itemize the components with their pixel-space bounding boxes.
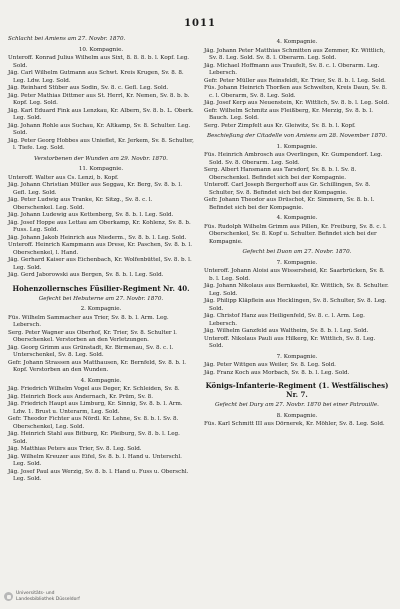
event-caption: Gefecht bei Duon am 27. Novbr. 1870. [242,249,352,255]
casualty-entry: Jäg. Johann Peter Matthias Schmitten aus Zemmer, Kr. Wittlich, Sv. 8. Leg. Sold. Sv. 8. l. Oberarm. Leg. Sold. [204,47,385,61]
event-caption: Gefecht bei Dury am 27. Novbr. 1870 bei einer Patrouille. [215,402,379,408]
right-column [204,36,390,429]
casualty-entry: Jäg. Friedrich Haupt aus Limburg, Kr. Sinnig, Sv. 8. b. l. Arm. Ldw. 1. Brust u. Unterarm, Leg. Sold. [8,401,183,415]
casualty-entry: Jäg. Wilhelm Kreuzer aus Eifel, Sv. 8. b. l. Hand u. Unterschl. Leg. Sold. [8,453,182,467]
casualty-entry: Füs. Karl Schmitt III aus Dörnerek, Kr. Möhler, Sv. 8. Leg. Sold. [204,421,385,427]
casualty-entry: Unteroff. Carl Joseph Bergerhoff aus Gr. Schillingen, Sv. 8. Schulter, Sv. 8. Befindet sich bei der Kompagnie. [204,182,371,196]
casualty-entry: Jäg. Wilhelm Ganzfeld aus Waltheim, Sv. 8. b. l. Leg. Sold. [204,328,369,334]
section-heading: 10. Kompagnie. [78,46,124,53]
casualty-entry: Jäg. Josef Hoppe aus Lettau am Oberkamp, Kr. Kohlenz, Sv. 8. b. Fuss. Leg. Sold. [8,219,191,233]
casualty-entry: Unteroff. Johann Aloisi aus Wissersheid, Kr. Saarbrücken, Sv. 8. b. l. Leg. Sold. [204,268,385,282]
casualty-entry: Serg. Peter Wagner aus Oberhof, Kr. Trier, Sv. 8. Schulter l. Oberschenkel. Verstorben an den Verletzungen. [8,329,177,343]
event-caption: Schlacht bei Amiens am 27. Novbr. 1870. [8,36,126,42]
casualty-entry: Jäg. Christof Hanz aus Heiligenfeld, Sv. 8. c. l. Arm. Leg. Lebersch. [204,313,365,327]
page-number: 1011 [184,18,216,29]
library-logo-text [16,591,80,602]
casualty-entry: Gefr. Johann Theodor aus Drüschot, Kr. Simmern, Sv. 8. b. l. Befindet sich bei der Kompagnie. [204,197,375,211]
casualty-entry: Jäg. Friedrich Wilhelm Vogel aus Deger, Kr. Schleiden, Sv. 8. [8,386,180,392]
casualty-entry: Serg. Albert Hansmann aus Tarsdorf, Sv. 8. b. l. Sv. 8. Oberschenkel. Befindet sich bei der Kompagnie. [204,167,357,181]
section-heading: 7. Kompagnie. [276,259,318,266]
casualty-entry: Jäg. Johann Ludewig aus Kettenberg, Sv. 8. b. l. Leg. Sold. [8,212,174,218]
casualty-entry: Jäg. Heinrich Stahl aus Bitburg, Kr. Pleiburg, Sv. 8. b. l. Leg. Sold. [8,431,180,445]
casualty-entry: Unteroff. Konrad Julius Wilhelm aus Sixt, 8. 8. 8. b. l. Kopf. Leg. Sold. [8,55,190,69]
casualty-entry: Jäg. Heinrich Bock aus Andernach, Kr. Prüm, Sv. 8. [8,393,153,400]
casualty-entry: Jäg. Gerhard Kaiser aus Eichenbach, Kr. Wolfenbüttel, Sv. 8. b. l. Leg. Sold. [8,257,192,271]
casualty-entry: Füs. Rudolph Wilhelm Grimm aus Pillen, Kr. Freiburg, Sv. 8. c. l. Oberschenkel, Sv. 8. Kopf u. Schulter. Befindet sich bei der Kompagnie. [204,223,387,245]
casualty-entry: Jäg. Michael Hoffmann aus Traufelt, Sv. 8. c. l. Oberarm. Leg. Lebersch. [204,62,380,76]
casualty-entry: Jäg. Karl Eduard Fink aus Lenzkau, Kr. Albern, Sv. 8. b. L. Oberk. Leg. Sold. [8,107,194,121]
regiment-heading: Königs-Infanterie-Regiment (1. Westfälisches) Nr. 7. [205,381,389,399]
casualty-entry: Füs. Wilhelm Sammacher aus Trier, Sv. 8. b. l. Arm. Leg. Lebersch. [8,314,169,328]
library-logo-icon [4,592,13,601]
casualty-entry: Gefr. Theodor Fichter aus Nördl. Kr. Lehne, Sv. 8. b. l. Sv. 8. Oberschenkel, Leg. Sold. [8,416,179,430]
casualty-entry: Jäg. Franz Koch aus Morbach, Sv. 8. b. l. Leg. Sold. [204,369,350,376]
casualty-entry: Jäg. Georg Grimm aus Grünstadt, Kr. Birmenau, Sv. 8. c. l. Unterschenkel, Sv. 8. Leg. Sold. [8,344,174,358]
section-heading: 7. Kompagnie. [276,353,318,360]
event-caption: Gefecht bei Hebuterne am 27. Novbr. 1870. [38,295,164,302]
section-heading: 4. Kompagnie. [276,215,318,221]
section-heading: 8. Kompagnie. [276,412,318,419]
casualty-entry: Füs. Heinrich Ambrosch aus Overlingen, Kr. Gumpendorf. Leg. Sold. Sv. 8. Oberarm. Leg. Sold. [204,152,383,166]
regiment-heading: Hohenzollernsches Füsilier-Regiment Nr. 40. [12,283,190,293]
section-heading: 1. Kompagnie. [276,143,318,150]
casualty-entry: Unteroff. Nikolaus Pauli aus Hilkerg, Kr. Wittlich, Sv. 8. Leg. Sold. [204,335,376,349]
casualty-entry: Jäg. Josef Paul aus Werzig, Sv. 8. b. l. Hand u. Fuss u. Oberschl. Leg. Sold. [8,468,189,482]
section-heading: 2. Kompagnie. [80,306,122,312]
casualty-entry: Jäg. Johann Jakob Heinrich aus Niederm., Sv. 8. b. l. Leg. Sold. [8,234,187,241]
casualty-entry: Serg. Peter Zimpfelt aus Kr. Gleiwitz, Sv. 8. b. l. Kopf. [204,122,356,129]
casualty-entry: Jäg. Josef Kerp aus Neuenstein, Kr. Wittlich, Sv. 8. b. l. Leg. Sold. [204,100,389,106]
section-heading: 4. Kompagnie. [80,377,122,384]
casualty-entry: Jäg. Philipp Kläpflein aus Hecklingen, Sv. 8. Schulter, Sv. 8. Leg. Sold. [204,298,387,312]
library-logo-line2: Landesbibliothek Düsseldorf [16,596,80,602]
casualty-entry: Jäg. Matthias Peters aus Trier, Sv. 8. Leg. Sold. [8,446,142,452]
casualty-entry: Gefr. Johann Strassen aus Matthausen, Kr. Bernfeld, Sv. 8. b. l. Kopf. Verstorben an den Wunden. [8,359,187,373]
casualty-entry: Jäg. Peter Mathias Dittmer aus St. Herrl, Kr. Nemen, Sv. 8. b. b. Kopf. Leg. Sold. [8,92,190,106]
casualty-entry: Jäg. Johann Nikolaus aus Bernkastel, Kr. Wittlich, Sv. 8. Schulter. Leg. Sold. [204,283,389,297]
casualty-entry: Füs. Johann Heinrich Thorßen aus Schwelten, Kreis Daun, Sv. 8. c. l. Oberarm, Sv. 8. Leg. Sold. [204,85,387,99]
casualty-entry: Jäg. Reinhard Stüber aus Sodin, Sv. 8. c. Gefl. Leg. Sold. [8,85,169,91]
casualty-entry: Jäg. Carl Wilhelm Gutmann aus Schwt. Kreis Krugen, Sv. 8. 8. Leg. Ldw. Leg. Sold. [8,70,184,84]
casualty-entry: Jäg. Gerd Jaborowski aus Bergen, Sv. 8. b. l. Leg. Sold. [8,272,164,278]
library-logo [4,591,80,602]
event-caption: Beschießung der Citadelle von Amiens am 28. November 1870. [206,133,388,139]
section-heading: 4. Kompagnie. [276,39,318,45]
casualty-entry: Jäg. Johann Christian Müller aus Seggau, Kr. Berg, Sv. 8. b. l. Gefl. Leg. Sold. [8,182,182,196]
section-heading: 11. Kompagnie. [78,166,124,172]
casualty-entry: Jäg. Peter Georg Hobbes aus Unieflet, Kr. Jerkem, Sv. 8. Schulter, l. Tiefe. Leg. Sold. [8,137,194,151]
event-caption: Verstorbenen der Wunden am 29. Novbr. 1870. [34,155,168,162]
casualty-entry: Jäg. Peter Ludwig aus Tranke, Kr. Sitzg., Sv. 8. c. l. Oberschenkel. Leg. Sold. [8,197,153,211]
casualty-entry: Unteroff. Walter aus Cs. Lenzi, b. Kopf. [8,174,119,181]
casualty-entry: Jäg. Peter Wittgen aus Weiler, Sv. 8. Leg. Sold. [204,362,336,368]
casualty-entry: Jäg. Johann Rohle aus Suchau, Kr. Altkamp, Sv. 8. Schulter. Leg. Sold. [8,122,191,136]
library-logo-line1: Universitäts- und [16,591,55,596]
casualty-entry: Unteroff. Heinrich Kampmann aus Drese, Kr. Paschen, Sv. 8. b. l. Oberschenkel, l. Hand. [8,242,193,256]
casualty-entry: Gefr. Wilhelm Schmitz aus Fleißberg, Kr. Merzig, Sv. 8. b. l. Bauch. Leg. Sold. [204,107,373,121]
left-column [8,36,194,484]
casualty-entry: Gefr. Peter Müller aus Reinsfeldt, Kr. Trier, Sv. 8. b. l. Leg. Sold. [204,77,386,84]
